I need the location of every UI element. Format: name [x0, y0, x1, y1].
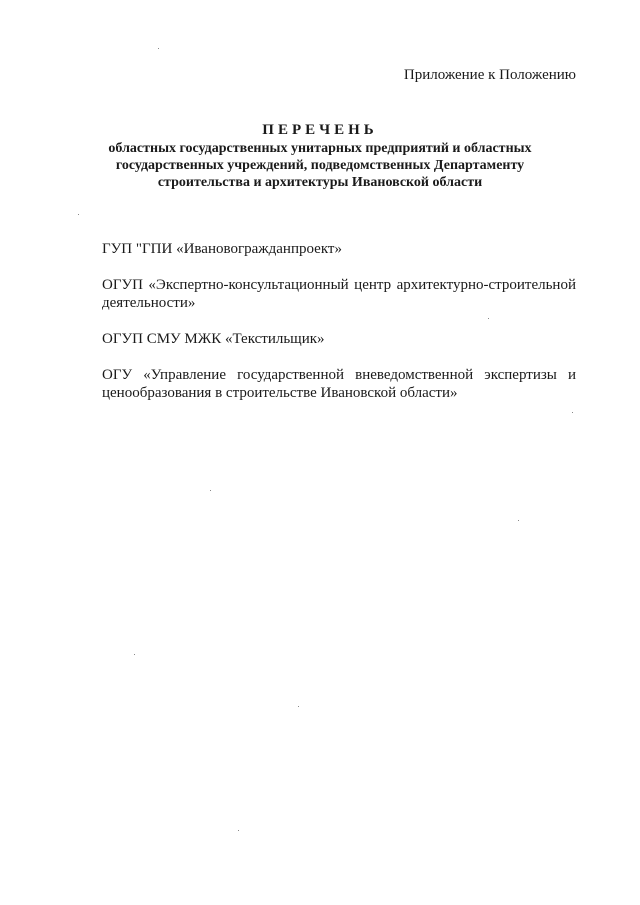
- organization-item: ОГУП СМУ МЖК «Текстильщик»: [102, 331, 325, 347]
- scan-speck: [210, 490, 211, 491]
- scan-speck: [518, 520, 519, 521]
- organization-item: ОГУ «Управление государственной вневедомственной экспертизы и ценообразования в строительстве Ивановской области»: [102, 367, 576, 401]
- scan-speck: [488, 318, 489, 319]
- appendix-note: Приложение к Положению: [403, 67, 576, 83]
- scan-speck: [78, 214, 79, 215]
- scan-speck: [158, 48, 159, 49]
- document-subtitle-line-1: областных государственных унитарных предприятий и областных: [108, 141, 532, 156]
- document-subtitle-line-2: государственных учреждений, подведомственных Департаменту: [115, 158, 525, 173]
- organization-item: ГУП "ГПИ «Ивановогражданпроект»: [102, 241, 342, 257]
- title-block: [90, 120, 550, 191]
- organization-list: [102, 240, 576, 420]
- scan-speck: [572, 412, 573, 413]
- document-subtitle-line-3: строительства и архитектуры Ивановской области: [157, 175, 483, 190]
- organization-item: ОГУП «Экспертно-консультационный центр архитектурно-строительной деятельности»: [102, 277, 576, 311]
- scan-speck: [134, 654, 135, 655]
- scan-speck: [298, 706, 299, 707]
- scan-speck: [238, 830, 239, 831]
- document-title: ПЕРЕЧЕНЬ: [262, 122, 378, 138]
